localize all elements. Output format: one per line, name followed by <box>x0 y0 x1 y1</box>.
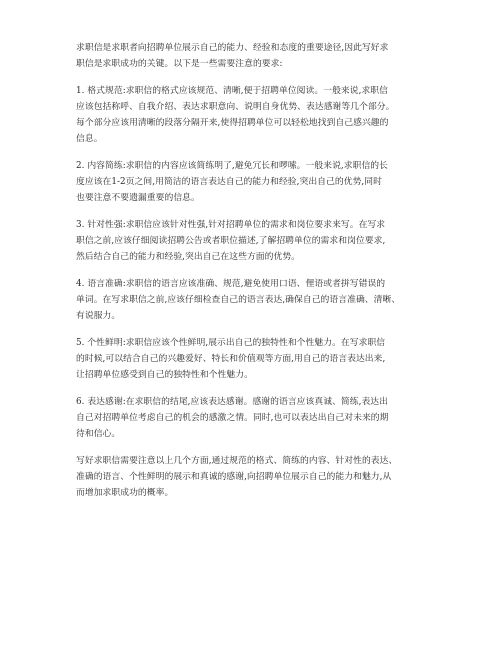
thanks-paragraph <box>76 394 426 442</box>
text-line: 1. 格式规范:求职信的格式应该规范、清晰,便于招聘单位阅读。一般来说,求职信 <box>76 86 388 96</box>
intro-paragraph <box>76 40 426 72</box>
text-line: 让招聘单位感受到自己的独特性和个性魅力。 <box>76 370 253 380</box>
text-line: 求职信是求职者向招聘单位展示自己的能力、经验和态度的重要途径,因此写好求 <box>76 43 389 53</box>
text-line: 然后结合自己的能力和经验,突出自己在这些方面的优势。 <box>76 252 301 262</box>
text-line: 而增加求职成功的概率。 <box>76 488 174 498</box>
text-line: 的时候,可以结合自己的兴趣爱好、特长和价值观等方面,用自己的语言表达出来, <box>76 354 386 364</box>
text-line: 单词。在写求职信之前,应该仔细检查自己的语言表达,确保自己的语言准确、清晰、 <box>76 295 401 305</box>
text-line: 每个部分应该用清晰的段落分隔开来,使得招聘单位可以轻松地找到自己感兴趣的 <box>76 118 389 128</box>
text-line: 应该包括称呼、自我介绍、表达求职意向、说明自身优势、表达感谢等几个部分。 <box>76 102 395 112</box>
text-line: 2. 内容简练:求职信的内容应该简练明了,避免冗长和啰嗦。一般来说,求职信的长 <box>76 161 388 171</box>
text-line: 度应该在1-2页之间,用简洁的语言表达自己的能力和经验,突出自己的优势,同时 <box>76 177 382 187</box>
text-line: 3. 针对性强:求职信应该针对性强,针对招聘单位的需求和岗位要求来写。在写求 <box>76 220 386 230</box>
text-line: 4. 语言准确:求职信的语言应该准确、规范,避免使用口语、俚语或者拼写错误的 <box>76 279 386 289</box>
language-paragraph <box>76 276 426 324</box>
text-line: 待和信心。 <box>76 429 121 439</box>
text-line: 也要注意不要遗漏重要的信息。 <box>76 193 200 203</box>
personality-paragraph <box>76 335 426 383</box>
text-line: 有说服力。 <box>76 311 121 321</box>
text-line: 职信之前,应该仔细阅读招聘公告或者职位描述,了解招聘单位的需求和岗位要求, <box>76 236 386 246</box>
text-line: 自己对招聘单位考虑自己的机会的感激之情。同时,也可以表达出自己对未来的期 <box>76 413 389 423</box>
text-line: 6. 表达感谢:在求职信的结尾,应该表达感谢。感谢的语言应该真诚、简练,表达出 <box>76 397 388 407</box>
text-line: 准确的语言、个性鲜明的展示和真诚的感谢,向招聘单位展示自己的能力和魅力,从 <box>76 472 392 482</box>
text-line: 5. 个性鲜明:求职信应该个性鲜明,展示出自己的独特性和个性魅力。在写求职信 <box>76 338 386 348</box>
text-line: 职信是求职成功的关键。以下是一些需要注意的要求: <box>76 59 283 69</box>
targeting-paragraph <box>76 217 426 265</box>
text-line: 信息。 <box>76 134 103 144</box>
document-page <box>76 40 426 512</box>
content-paragraph <box>76 158 426 206</box>
text-line: 写好求职信需要注意以上几个方面,通过规范的格式、简练的内容、针对性的表达、 <box>76 456 398 466</box>
conclusion-paragraph <box>76 453 426 501</box>
format-paragraph <box>76 83 426 147</box>
